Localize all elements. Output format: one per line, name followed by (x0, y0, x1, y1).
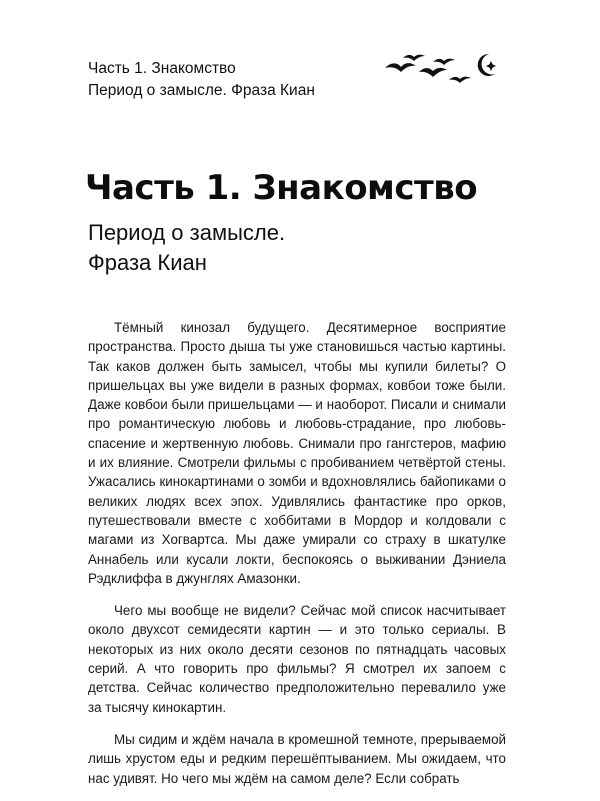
body-text (88, 318, 506, 801)
chapter-subtitle (88, 218, 285, 278)
running-header-section: Период о замысле. Фраза Киан (88, 82, 315, 99)
running-header-part: Часть 1. Знакомство (88, 60, 236, 77)
star-icon (486, 61, 496, 71)
paragraph: Мы сидим и ждём начала в кромешной темноте, прерываемой лишь хрустом еды и редким перешёптыванием. Мы ожидаем, что нас удивят. Но чего мы ждём на самом деле? Если собрать (88, 731, 506, 786)
birds-icon (385, 55, 471, 83)
paragraph: Тёмный кинозал будущего. Десятимерное восприятие пространства. Просто дыша ты уже становишься частью картины. Так каков должен быть замысел, чтобы мы купили билеты? О пришельцах вы уже видели в разных формах, ковбои тоже были. Даже ковбои были пришельцами — и наоборот. Писали и снимали про романтическую любовь и любовь-страдание, про любовь-спасение и жертвенную любовь. Снимали про гангстеров, мафию и их влияние. Смотрели фильмы с пробиванием четвёртой стены. Ужасались кинокартинами о зомби и вдохновлялись байопиками о великих людях всех эпох. Удивлялись фантастике про орков, путешествовали вместе с хоббитами в Мордор и колдовали с магами из Хогвартса. Мы даже умирали со страху в шкатулке Аннабель или кусали локти, беспокоясь о выживании Дэниела Рэдклиффа в джунглях Амазонки. (88, 320, 506, 586)
ornament (383, 44, 503, 90)
running-header (88, 58, 388, 102)
chapter-title: Часть 1. Знакомство (85, 168, 478, 208)
chapter-subtitle-line: Период о замысле. (88, 220, 286, 245)
chapter-subtitle-line: Фраза Киан (88, 250, 207, 275)
paragraph: Чего мы вообще не видели? Сейчас мой список насчитывает около двухсот семидесяти картин — и это только сериалы. В некоторых из них около десяти сезонов по пятнадцать часовых серий. А что говорить про фильмы? Я смотрел их запоем с детства. Сейчас количество предположительно перевалило уже за тысячу кинокартин. (88, 603, 506, 715)
